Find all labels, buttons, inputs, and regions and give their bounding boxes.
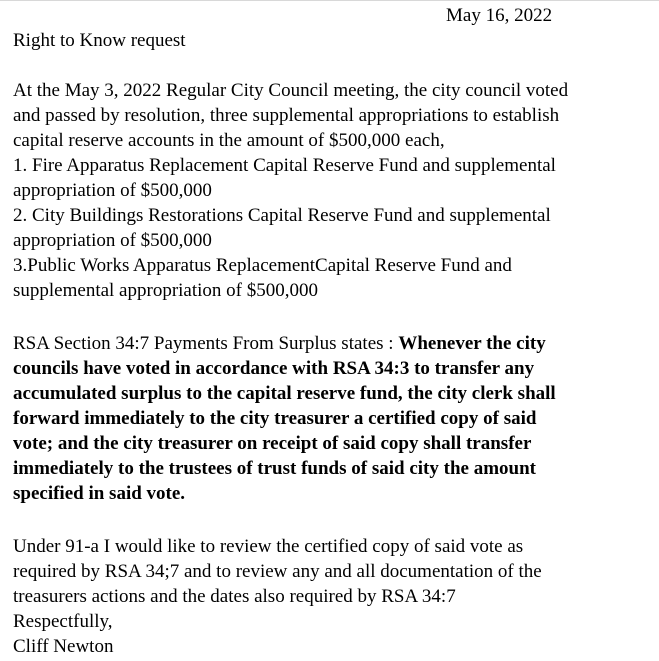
intro-line: and passed by resolution, three supplemental appropriations to establish [13,105,560,126]
subject-line: Right to Know request [13,30,186,51]
intro-line: 2. City Buildings Restorations Capital Reserve Fund and supplemental [13,205,551,226]
statute-quote-line: immediately to the trustees of trust funds of said city the amount [13,458,536,479]
intro-line: capital reserve accounts in the amount of $500,000 each, [13,130,445,151]
statute-quote-line: councils have voted in accordance with RSA 34:3 to transfer any [13,358,535,379]
intro-line: appropriation of $500,000 [13,180,212,201]
request-line: treasurers actions and the dates also required by RSA 34:7 [13,586,456,607]
statute-lead: RSA Section 34:7 Payments From Surplus states : [13,333,399,354]
statute-quote-line: vote; and the city treasurer on receipt of said copy shall transfer [13,433,532,454]
intro-line: At the May 3, 2022 Regular City Council meeting, the city council voted [13,80,569,101]
statute-quote-line: accumulated surplus to the capital reserve fund, the city clerk shall [13,383,556,404]
request-line: required by RSA 34;7 and to review any and all documentation of the [13,561,542,582]
intro-line: 3.Public Works Apparatus ReplacementCapital Reserve Fund and [13,255,512,276]
intro-line: supplemental appropriation of $500,000 [13,280,318,301]
statute-quote-start: Whenever the city [398,333,546,354]
top-border [0,0,659,1]
signature: Cliff Newton [13,636,114,657]
letter-date: May 16, 2022 [446,5,553,26]
intro-line: appropriation of $500,000 [13,230,212,251]
closing: Respectfully, [13,611,113,632]
intro-line: 1. Fire Apparatus Replacement Capital Reserve Fund and supplemental [13,155,556,176]
statute-quote-line: specified in said vote. [13,483,186,504]
statute-first-line [13,332,546,356]
request-line: Under 91-a I would like to review the certified copy of said vote as [13,536,524,557]
statute-quote-line: forward immediately to the city treasurer a certified copy of said [13,408,537,429]
